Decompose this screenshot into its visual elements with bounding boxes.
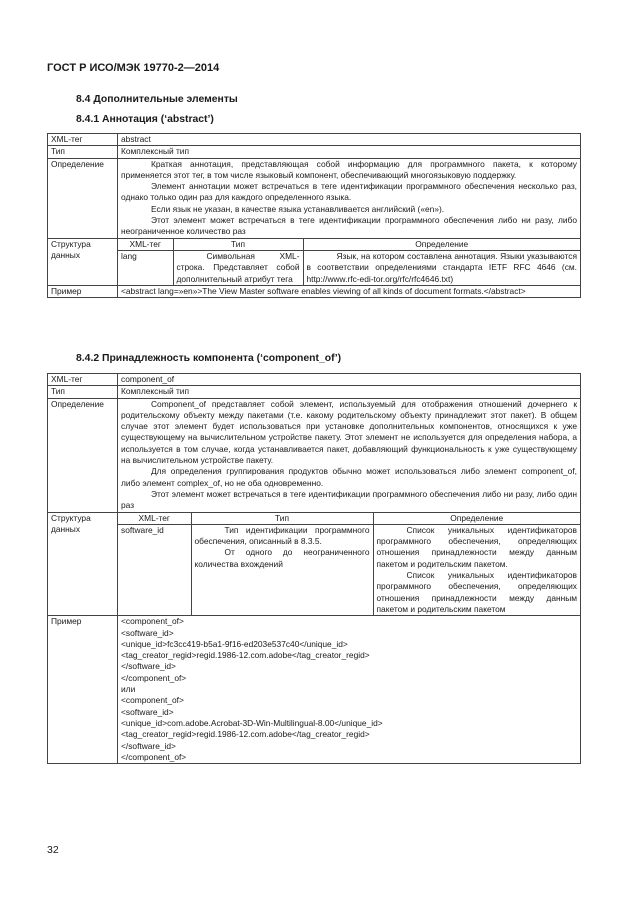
- paragraph: Элемент аннотации может встречаться в теге идентификации программного обеспечения несколько раз, однако только один раз для каждого определенного языка.: [121, 181, 577, 203]
- definition-text: [118, 158, 581, 238]
- code-line: <unique_id>fc3cc419-b5a1-9f16-ed203e537c40</unique_id>: [121, 638, 348, 649]
- row-label: Пример: [48, 616, 118, 764]
- column-header: Определение: [373, 513, 580, 525]
- paragraph: Этот элемент может встречаться в теге идентификации программного обеспечения либо ни разу, либо один раз: [121, 488, 577, 511]
- paragraph: Этот элемент может встречаться в теге идентификации программного обеспечения либо ни разу, либо неограниченное количество раз: [121, 215, 577, 237]
- type-value: Комплексный тип: [118, 146, 581, 158]
- table-row: [48, 158, 581, 238]
- data-structure-table: [118, 239, 580, 285]
- row-label: Структура данных: [48, 512, 118, 616]
- example-code: [118, 616, 581, 764]
- paragraph: Тип идентификации программного обеспечения, описанный в 8.3.5.: [194, 524, 370, 547]
- code-line: <unique_id>com.adobe.Acrobat-3D-Win-Multilingual-8.00</unique_id>: [121, 717, 383, 728]
- table-row: [118, 250, 580, 284]
- section-heading: 8.4 Дополнительные элементы: [76, 94, 238, 105]
- code-line: <tag_creator_regid>regid.1986-12.com.adobe</tag_creator_regid>: [121, 729, 370, 740]
- row-label: XML-тег: [48, 374, 118, 386]
- code-line: </component_of>: [121, 751, 187, 762]
- paragraph: Component_of представляет собой элемент, используемый для отображения отношений дочернего к родительскому объекту между пакетами (т.е. какому родительскому объекту принадлежит этот пакет). В общем случае этот элемент будет использоваться при установке дополнительных компонентов, относящихся к уже существующему на вычислительном устройстве пакету. Этот элемент не используется для определения набора, а используется в том случае, когда устанавливается пакет, добавляющий функциональность к уже существующему на вычислительном устройстве пакету.: [121, 398, 577, 466]
- code-line: <software_id>: [121, 627, 174, 638]
- table-cell: Язык, на котором составлена аннотация. Языки указываются в соответствии определениями стандарта IETF RFC 4646 (см. http://www.rfc-edi-tor.org/rfc/rfc4646.txt): [303, 250, 580, 284]
- table-cell: [373, 524, 580, 615]
- table-row: [48, 616, 581, 764]
- table-row: [48, 386, 581, 398]
- table-row: [48, 134, 581, 146]
- code-line: <tag_creator_regid>regid.1986-12.com.adobe</tag_creator_regid>: [121, 650, 370, 661]
- table-cell: lang: [118, 250, 173, 284]
- xml-tag-value: abstract: [118, 134, 581, 146]
- table-row: [48, 374, 581, 386]
- page-number: 32: [47, 844, 59, 856]
- code-line: </software_id>: [121, 740, 176, 751]
- table-cell: Символьная XML-строка. Представляет собой дополнительный атрибут тега: [173, 250, 303, 284]
- document-header: ГОСТ Р ИСО/МЭК 19770-2—2014: [47, 62, 220, 74]
- table-row: [118, 524, 580, 615]
- subsection-heading-abstract: 8.4.1 Аннотация (‘abstract’): [76, 114, 214, 125]
- table-cell: software_id: [118, 524, 191, 615]
- code-line: <component_of>: [121, 695, 184, 706]
- table-row: [48, 398, 581, 512]
- row-label: Определение: [48, 398, 118, 512]
- column-header: XML-тег: [118, 513, 191, 525]
- example-code: <abstract lang=»en»>The View Master software enables viewing of all kinds of document formats.</abstract>: [118, 285, 581, 297]
- data-structure-cell: [118, 238, 581, 285]
- column-header: XML-тег: [118, 239, 173, 251]
- code-line: или: [121, 684, 136, 695]
- component-of-definition-table: [47, 373, 581, 764]
- paragraph: Для определения группирования продуктов обычно может использоваться либо элемент component_of, либо элемент complex_of, но не оба одновременно.: [121, 466, 577, 488]
- row-label: Тип: [48, 386, 118, 398]
- row-label: XML-тег: [48, 134, 118, 146]
- table-header-row: [118, 513, 580, 525]
- subsection-heading-component-of: 8.4.2 Принадлежность компонента (‘component_of’): [76, 353, 342, 364]
- row-label: Тип: [48, 146, 118, 158]
- definition-text: [118, 398, 581, 512]
- table-row: [48, 285, 581, 297]
- abstract-definition-table: [47, 133, 581, 298]
- paragraph: От одного до неограниченного количества вхождений: [194, 547, 370, 569]
- paragraph: Список уникальных идентификаторов программного обеспечения, определяющих отношения принадлежности между данным пакетом и родительским пакетом.: [376, 524, 577, 569]
- data-structure-cell: [118, 512, 581, 616]
- column-header: Определение: [303, 239, 580, 251]
- table-row: [48, 238, 581, 285]
- table-row: [48, 512, 581, 616]
- row-label: Пример: [48, 285, 118, 297]
- column-header: Тип: [191, 513, 373, 525]
- paragraph: Список уникальных идентификаторов программного обеспечения, определяющих отношения принадлежности между данным пакетом и родительским пакетом: [376, 570, 577, 614]
- data-structure-table: [118, 513, 580, 616]
- column-header: Тип: [173, 239, 303, 251]
- code-line: <software_id>: [121, 706, 174, 717]
- xml-tag-value: component_of: [118, 374, 581, 386]
- table-cell: [191, 524, 373, 615]
- code-line: </software_id>: [121, 661, 176, 672]
- row-label: Структура данных: [48, 238, 118, 285]
- paragraph: Краткая аннотация, представляющая собой информацию для программного пакета, к которому применяется этот тег, в том числе языковый компонент, обеспечивающий многоязыковую поддержку.: [121, 158, 577, 180]
- row-label: Определение: [48, 158, 118, 238]
- paragraph: Если язык не указан, в качестве языка устанавливается английский («en»).: [151, 203, 445, 214]
- type-value: Комплексный тип: [118, 386, 581, 398]
- table-row: [48, 146, 581, 158]
- table-header-row: [118, 239, 580, 251]
- code-line: </component_of>: [121, 672, 187, 683]
- code-line: <component_of>: [121, 616, 184, 627]
